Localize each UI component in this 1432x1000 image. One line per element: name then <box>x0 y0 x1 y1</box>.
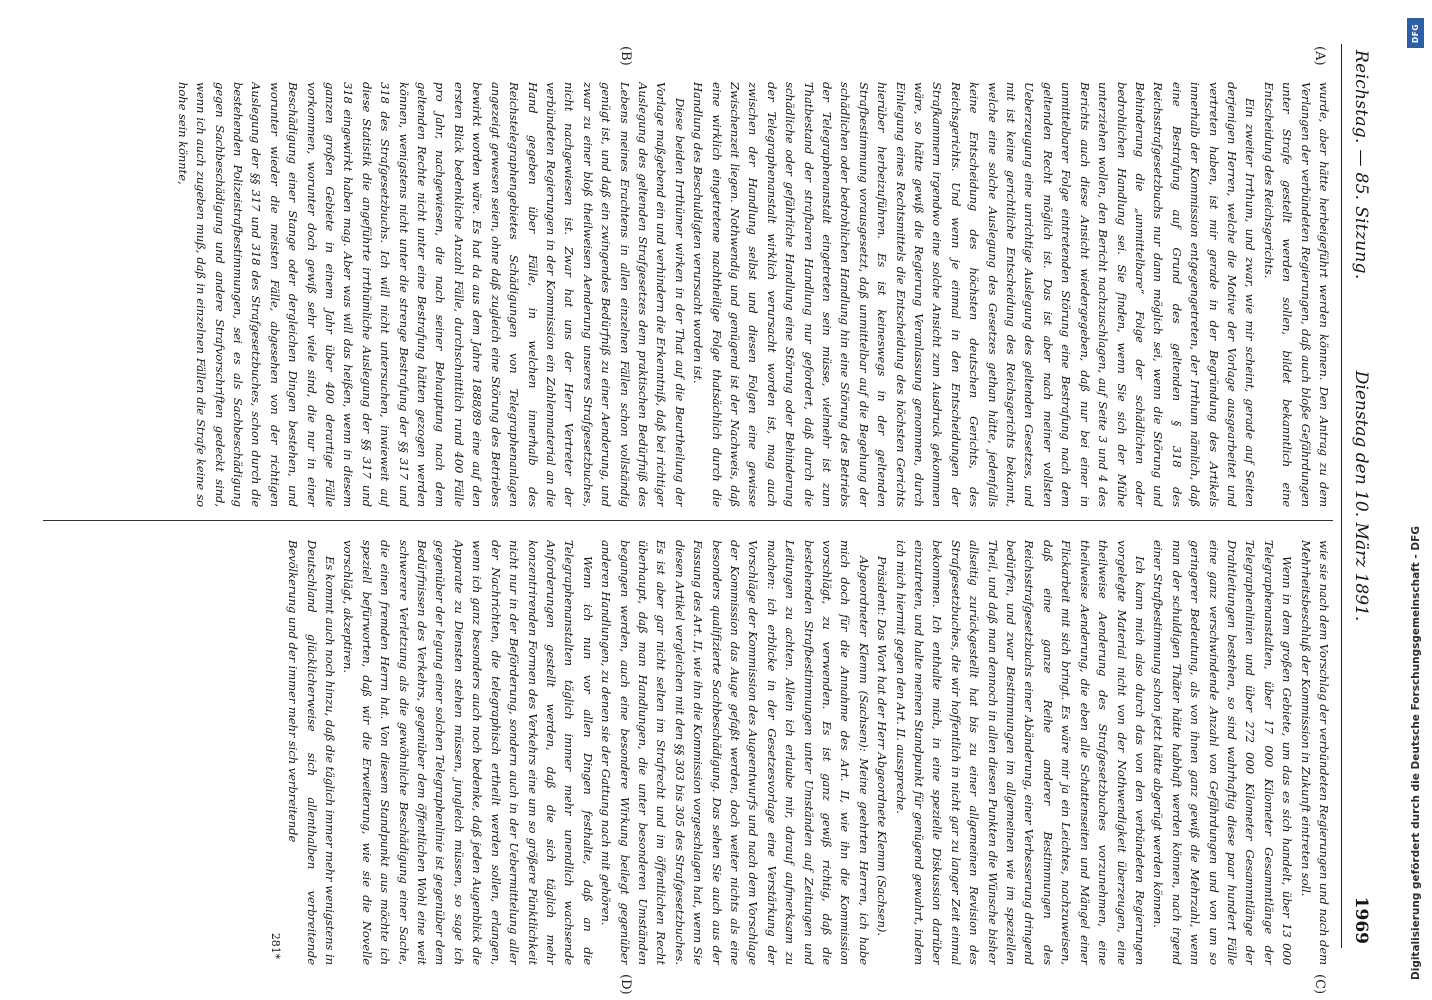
paragraph: Diese beiden Irrthümer wirken in der That auf die Beurtheilung der Vorlage maßgebend ein und verhindern die Erkenntniß, daß bei richtiger Auslegung des geltenden Strafgesetzes dem praktischen Bedürfniß des Lebens meines Erachtens in allen einzelnen Fällen schon vollständig genügt ist, und daß ein zwingendes Bedürfniß zu einer Aenderung, und zwar zu einer bloß theilweisen Aenderung unseres Strafgesetzbuches, nicht nachgewiesen ist. Zwar hat uns der Herr Vertreter der verbündeten Regierungen in der Kommission ein Zahlenmaterial an die Hand gegeben über Fälle, in welchen innerhalb des Reichstelegraphengebietes Schädigungen von Telegraphenanlagen angezeigt gewesen seien, ohne daß zugleich eine Störung des Betriebes bewirkt worden wäre. Es hat da aus dem Jahre 1888/89 eine auf den ersten Blick bedenkliche Anzahl Fälle, durchschnittlich rund 400 Fälle pro Jahr, nachgewiesen, die nach seiner Behauptung nach dem geltenden Rechte nicht unter eine Bestrafung hätten gezogen werden können, wenigstens nicht unter die strenge Bestrafung der §§ 317 und 318 des Strafgesetzbuchs. Ich will nicht untersuchen, inwieweit auf diese Statistik die angeführte irrthümliche Auslegung der §§ 317 und 318 eingewirkt haben mag. Aber was will das heißen, wenn in diesem ganzen großen Gebiete in einem Jahr über 400 derartige Fälle vorkommen, worunter doch gewiß sehr viele sind, die nur in einer Beschädigung einer Stange oder dergleichen Dingen bestehen, und worunter wieder die meisten Fälle, abgesehen von der richtigen Auslegung der §§ 317 und 318 des Strafgesetzbuches, schon durch die bestehenden Polizeistrafbestimmungen, sei es als Sachbeschädigung gegen Sachbeschädigung und andere Strafvorschriften gedeckt sind, wenn ich auch zugeben muß, daß in einzelnen Fällen die Strafe keine so hohe sein könnte, <box>175 82 687 507</box>
header-date: Dienstag den 10. März 1891. <box>1351 370 1371 622</box>
page-header <box>1341 44 1380 948</box>
column-divider <box>43 520 1333 521</box>
paragraph: Es kommt auch noch hinzu, daß die täglich immer mehr wenigstens in Deutschland glücklicherweise sich allenthalben verbreitende Bevölkerung und der immer mehr sich verbreitende <box>286 540 338 965</box>
dfg-logo-icon: DFG <box>1407 18 1424 48</box>
paragraph: Wenn in dem großen Gebiete, um das es sich handelt, über 13 000 Telegraphenanstalten, über 17 000 Kilometer Gesammtlänge der Telegraphenlinien und über 272 000 Kilometer Gesammtlänge der Drahtleitungen bestehen, so sind wahrhaftig diese paar hundert Fälle eine ganz verschwindende Anzahl von Gefährdungen und von um so geringerer Bedeutung, als von ihnen ganz gewiß die Mehrzahl, wenn man der schuldigen Thäter hätte habhaft werden können, nach irgend einer Strafbestimmung schon jetzt hätte abgerügt werden können. <box>1151 540 1295 965</box>
paragraph: Abgeordneter Klemm (Sachsen): Meine geehrten Herren, ich habe mich doch für die Annahme des Art. II, wie ihn die Kommission vorschlägt, zu verwenden. Es ist ganz gewiß richtig, daß die bestehenden Strafbestimmungen unter Umständen auf Zeitungen und Leitungen zu achten. Allein ich erlaube mir, darauf aufmerksam zu machen: ich erblicke in der Gesetzesvorlage eine Verstärkung der Vorschläge der Kommission des Augeentwurfs und nach dem Vorschlage der Kommission das Auge gefaßt werden, doch weiter nichts als eine besonders qualifizierte Sachbeschädigung. Das sehen Sie auch aus der Fassung des Art. II, wie ihn die Kommission vorgeschlagen hat, wenn Sie diesen Artikel vergleichen mit den §§ 303 bis 305 des Strafgesetzbuches. Es ist aber gar nicht selten im Strafrecht und im öffentlichen Recht überhaupt, daß man Handlungen, die unter besonderen Umständen begangen werden, auch eine besondere Wirkung beilegt gegenüber anderen Handlungen, zu denen sie der Gattung nach mit gehören. <box>599 540 871 965</box>
margin-marker-d: (D) <box>618 974 633 995</box>
dfg-stamp <box>1406 22 1426 980</box>
left-column <box>43 82 1333 507</box>
margin-marker-c: (C) <box>1312 974 1327 995</box>
paragraph: Wenn ich nun vor allen Dingen festhalte, daß an die Telegraphenanstalten täglich immer mehr unendlich wachsende Anforderungen gestellt werden, daß die sich täglich mehr konzentrirenden Formen des Verkehrs eine um so größere Pünktlichkeit nicht nur in der Beförderung, sondern auch in der Uebermittelung aller der Nachrichten, die telegraphisch ertheilt werden sollen, erlangen, wenn ich ganz besonders auch noch bedenke, daß jeden Augenblick die Apparate zu Diensten stehen müssen, jungleich müssen, so sage ich gegenüber der legung einer solchen Telegraphenlinie ist gegenüber dem Bedürfnissen des Verkehrs, gegenüber dem öffentlichen Wohl eine weit schwerere Verletzung als die gewöhnliche Beschädigung einer Sache, die einen fremden Herrn hat. Von diesem Standpunkt aus möchte ich speziell befürworten, daß wir die Erweiterung, wie sie die Novelle vorschlägt, akzeptiren. <box>341 540 595 965</box>
digitization-notice: Digitalisierung gefördert durch die Deutsche Forschungsgemeinschaft - DFG <box>1410 526 1422 980</box>
margin-marker-b: (B) <box>618 46 633 66</box>
paragraph: Ich kann mich also durch das von den verbündeten Regierungen vorgelegte Material nicht von der Nothwendigkeit überzeugen, eine theilweise Aenderung des Strafgesetzbuches vorzunehmen, eine theilweise Aenderung, die eben alle Schattenseiten und Mängel einer Flickarbeit mit sich bringt. Es wäre mir ja ein Leichtes, nachzuweisen, daß eine ganze Reihe anderer Bestimmungen des Reichsstrafgesetzbuchs einer Abänderung, einer Verbesserung dringend bedürfen, und zwar Bestimmungen im allgemeinen wie im speziellen Theil, und daß man dennoch in allen diesen Punkten die Wünsche bisher allseitig zurückgestellt hat bis zu einer allgemeinen Revision des Strafgesetzbuches, die wir hoffentlich in nicht gar zu langer Zeit einmal bekommen. Ich enthalte mich, in eine spezielle Diskussion darüber einzutreten, und halte meinen Standpunkt für genügend gewahrt, indem ich mich hiermit gegen den Art. II. ausspreche. <box>893 540 1147 965</box>
header-session: Reichstag. — 85. Sitzung. <box>1351 50 1371 280</box>
paragraph: wurde, aber hätte herbeigeführt werden können. Den Antrag zu dem Verlangen der verbündeten Regierungen, daß auch bloße Gefährdungen unter Strafe gestellt werden sollen, bildet bekanntlich eine Entscheidung des Reichsgerichts. <box>1261 82 1331 507</box>
page-number: 1969 <box>1351 896 1371 944</box>
text-columns <box>43 44 1333 995</box>
paragraph: wie sie nach dem Vorschlag der verbündeten Regierungen und nach dem Mehrheitsbeschluß der Kommission in Zukunft eintreten soll. <box>1298 540 1331 965</box>
footnote-marker: 281* <box>268 932 282 959</box>
right-column <box>43 540 1333 965</box>
president-paragraph: Präsident: Das Wort hat der Herr Abgeordnete Klemm (Sachsen). <box>875 556 890 936</box>
margin-marker-a: (A) <box>1312 46 1327 66</box>
paragraph: Ein zweiter Irrthum, und zwar, wie mir scheint, gerade auf Seiten derjenigen Herren, welche die Motive der Vorlage ausgearbeitet und vertreten haben, ist mir gerade in der Begründung des Artikels innerhalb der Kommission entgegengetreten, der Irrthum nämlich, daß eine Bestrafung auf Grund des geltenden § 318 des Reichsstrafgesetzbuchs nur dann möglich sei, wenn die Störung und Behinderung die „unmittelbare“ Folge der schädlichen oder bedrohlichen Handlung sei. Sie finden, wenn Sie sich der Mühe unterziehen wollen, den Bericht nachzuschlagen, auf Seite 3 und 4 des Berichts auch diese Ansicht wiedergegeben, daß nur bei einer in unmittelbarer Folge eintretenden Störung eine Bestrafung nach dem geltenden Recht möglich ist. Das ist aber nach meiner vollsten Ueberzeugung eine unrichtige Auslegung des geltenden Gesetzes, und mit ist keine gerichtliche Entscheidung des Reichsgerichts bekannt, welche eine solche Auslegung des Gesetzes gethan hätte, jedenfalls keine Entscheidung des höchsten deutschen Gerichts, des Reichsgerichts. Und wenn je einmal in den Entscheidungen der Strafkammern irgendwo eine solche Ansicht zum Ausdruck gekommen wäre, so hätte gewiß die Regierung Veranlassung genommen, durch Einlegung eines Rechtsmittels die Entscheidung des höchsten Gerichts hierüber herbeizuführen. Es ist keineswegs in der geltenden Strafbestimmung vorausgesetzt, daß unmittelbar auf die Begehung der schädlichen oder bedrohlichen Handlung hin eine Störung des Betriebs der Telegraphenanstalt eingetreten sein müsse, vielmehr ist zum Thatbestand der strafbaren Handlung nur gefordert, daß durch die schädliche oder gefährliche Handlung eine Störung oder Behinderung der Telegraphenanstalt wirklich verursacht worden ist, mag auch zwischen der Handlung selbst und diesen Folgen eine gewisse Zwischenzeit liegen. Nothwendig und genügend ist der Nachweis, daß eine wirklich eingetretene nachtheilige Folge thatsächlich durch die Handlung des Beschuldigten verursacht worden ist. <box>691 82 1258 507</box>
